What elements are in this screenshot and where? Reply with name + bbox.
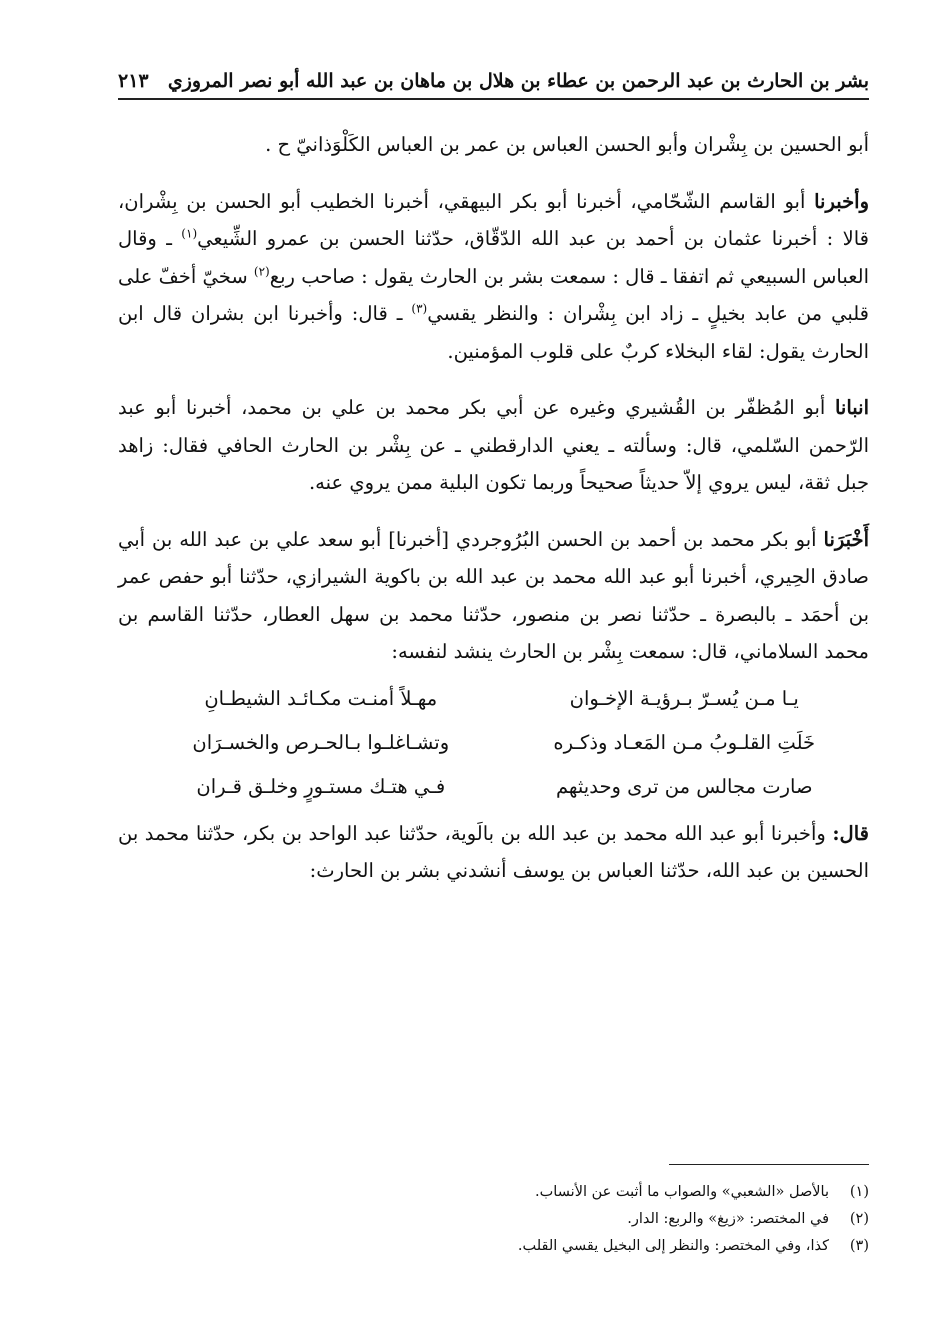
footnote-number: (٢) [849, 1211, 869, 1227]
verse-first-hemistich: صارت مجالس من ترى وحديثهم [555, 774, 813, 798]
footnote-ref-1[interactable]: (١) [181, 226, 198, 241]
paragraph-text: سخيّ أخفّ على قلبي من عابد بخيلٍ ـ زاد ابن بِشْران : والنظر يقسي [118, 264, 869, 325]
paragraph-text: أبو القاسم الشّحّامي، أخبرنا أبو بكر البيهقي، أخبرنا الخطيب أبو الحسن بن بِشْران، قالا : أخبرنا عثمان بن أحمد بن عبد الله الدّقّاق، حدّثنا الحسن بن عمرو الشِّيعي [118, 189, 869, 250]
footnote-1 [118, 1179, 869, 1206]
paragraph-text: أبو المُظفّر بن القُشيري وغيره عن أبي بكر محمد بن علي بن محمد، أخبرنا أبو عبد الرّحمن السّلمي، قال: وسألته ـ يعني الدارقطني ـ عن بِشْر بن الحارث الحافي فقال: زاهد جبل ثقة، ليس يروي إلاّ حديثاً صحيحاً وربما تكون البلية ممن يروي عنه. [118, 396, 869, 494]
footnote-text: بالأصل «الشعبي» والصواب ما أثبت عن الأنساب. [535, 1184, 829, 1200]
paragraph-2 [118, 183, 869, 371]
paragraph-text: وأخبرنا أبو عبد الله محمد بن عبد الله بن بالَوية، حدّثنا عبد الواحد بن بكر، حدّثنا محمد بن الحسين بن عبد الله، حدّثنا العباس بن يوسف أنشدني بشر بن الحارث: [118, 821, 869, 882]
footnote-ref-2[interactable]: (٢) [253, 264, 270, 278]
footnote-text: كذا، وفي المختصر: والنظر إلى البخيل يقسي القلب. [517, 1238, 829, 1254]
footnote-number: (٣) [849, 1238, 869, 1254]
paragraph-text: أبو الحسين بن بِشْران وأبو الحسن العباس بن عمر بن العباس الكَلْوَذانيّ ح . [265, 133, 869, 156]
paragraph-5 [118, 815, 869, 890]
footnote-3 [118, 1233, 869, 1260]
paragraph-3 [118, 389, 869, 502]
poem [118, 677, 869, 809]
footnote-2 [118, 1206, 869, 1233]
footnote-number: (١) [849, 1184, 869, 1200]
poem-verse [118, 677, 869, 721]
paragraph-text: أبو بكر محمد بن أحمد بن الحسن البُرُوجردي [أخبرنا] أبو سعد علي بن عبد الله بن أبي صادق الحِيري، أخبرنا أبو عبد الله محمد بن عبد الله بن باكوية الشيرازي، حدّثنا أبو حفص عمر بن أحمَد ـ بالبصرة ـ حدّثنا نصر بن منصور، حدّثنا محمد بن سهل العطار، حدّثنا القاسم بن محمد السلاماني، قال: سمعت بِشْر بن الحارث ينشد لنفسه: [118, 527, 869, 663]
paragraph-lead: انبانا [834, 396, 869, 419]
verse-first-hemistich: خَلَتِ القلـوبُ مـن المَعـاد وذكـره [553, 730, 816, 754]
poem-verse [118, 721, 869, 765]
verse-second-hemistich: وتشـاغلـوا بـالحـرص والخسـرَان [192, 730, 450, 754]
running-title: بشر بن الحارث بن عبد الرحمن بن عطاء بن هلال بن ماهان بن عبد الله أبو نصر المروزي [167, 70, 869, 92]
paragraph-lead: وأخبرنا [814, 189, 869, 213]
paragraph-1 [118, 126, 869, 164]
paragraph-text: ـ وقال العباس السبيعي ثم اتفقا ـ قال : سمعت بشر بن الحارث يقول : صاحب ربع [118, 227, 870, 288]
footnote-text: في المختصر: «زيغ» والربع: الدار. [627, 1211, 829, 1227]
footnotes [118, 1164, 869, 1260]
verse-second-hemistich: فـي هتـك مستـورٍ وخلـق قـران [196, 774, 446, 798]
page-header [118, 58, 869, 100]
footnote-divider [669, 1164, 869, 1165]
paragraph-4 [118, 521, 869, 671]
page-number: ٢١٣ [118, 70, 149, 92]
paragraph-text: ـ قال: وأخبرنا ابن بشران قال ابن الحارث يقول: لقاء البخلاء كربٌ على قلوب المؤمنين. [118, 302, 869, 363]
paragraph-lead: أَخْبَرَنا [823, 527, 869, 551]
paragraph-lead: قال: [832, 821, 869, 845]
poem-verse [118, 765, 869, 809]
verse-first-hemistich: يـا مـن يُسـرّ بـرؤيـة الإخـوان [569, 686, 799, 710]
main-text [118, 126, 869, 909]
verse-second-hemistich: مهـلاً أمنـت مكـائـد الشيطـانِ [204, 686, 438, 710]
footnote-ref-3[interactable]: (٣) [411, 301, 428, 316]
